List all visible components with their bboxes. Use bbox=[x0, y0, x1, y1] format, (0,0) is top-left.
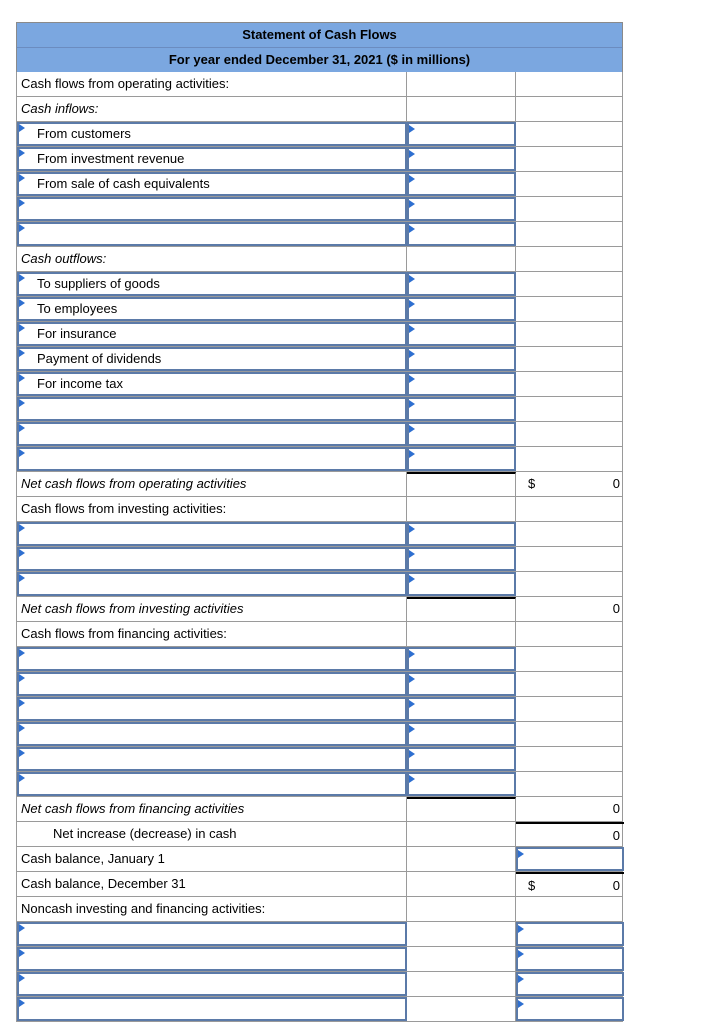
table-row bbox=[16, 222, 623, 247]
outflow-amount-input[interactable] bbox=[407, 272, 516, 296]
inflow-label-input[interactable]: From customers bbox=[17, 122, 407, 146]
investing-amount-input[interactable] bbox=[407, 547, 516, 571]
financing-amount-input[interactable] bbox=[407, 722, 516, 746]
outflow-label-input[interactable]: To suppliers of goods bbox=[17, 272, 407, 296]
table-row bbox=[16, 572, 623, 597]
investing-label-input[interactable] bbox=[17, 547, 407, 571]
table-row bbox=[16, 522, 623, 547]
table-row bbox=[16, 847, 623, 872]
table-row bbox=[16, 822, 623, 847]
beginning-balance-input[interactable] bbox=[516, 847, 624, 871]
noncash-amount-input[interactable] bbox=[516, 922, 624, 946]
financing-label-input[interactable] bbox=[17, 772, 407, 796]
financing-amount-input[interactable] bbox=[407, 772, 516, 796]
inflow-amount-input[interactable] bbox=[407, 222, 516, 246]
outflow-label-input[interactable]: For insurance bbox=[17, 322, 407, 346]
financing-label-input[interactable] bbox=[17, 647, 407, 671]
noncash-label-input[interactable] bbox=[17, 997, 407, 1021]
ending-balance-value: 0 bbox=[612, 878, 620, 893]
financing-heading: Cash flows from financing activities: bbox=[17, 622, 407, 646]
table-row bbox=[16, 272, 623, 297]
noncash-label-input[interactable] bbox=[17, 947, 407, 971]
inflow-label-input[interactable]: From sale of cash equivalents bbox=[17, 172, 407, 196]
noncash-label-input[interactable] bbox=[17, 922, 407, 946]
outflow-label-input[interactable]: For income tax bbox=[17, 372, 407, 396]
noncash-amount-input[interactable] bbox=[516, 947, 624, 971]
net-investing-value: 0 bbox=[612, 601, 620, 616]
table-row bbox=[16, 922, 623, 947]
table-row bbox=[16, 322, 623, 347]
outflow-amount-input[interactable] bbox=[407, 372, 516, 396]
table-row bbox=[16, 197, 623, 222]
inflow-label-input[interactable] bbox=[17, 222, 407, 246]
noncash-label-input[interactable] bbox=[17, 972, 407, 996]
net-investing-label: Net cash flows from investing activities bbox=[17, 597, 407, 621]
table-row bbox=[16, 347, 623, 372]
table-row bbox=[16, 422, 623, 447]
net-financing-label: Net cash flows from financing activities bbox=[17, 797, 407, 821]
table-row bbox=[16, 247, 623, 272]
financing-label-input[interactable] bbox=[17, 697, 407, 721]
table-row bbox=[16, 122, 623, 147]
inflow-amount-input[interactable] bbox=[407, 147, 516, 171]
inflow-amount-input[interactable] bbox=[407, 172, 516, 196]
net-increase-value: 0 bbox=[612, 828, 620, 843]
noncash-heading: Noncash investing and financing activities: bbox=[17, 897, 407, 921]
inflow-amount-input[interactable] bbox=[407, 122, 516, 146]
financing-amount-input[interactable] bbox=[407, 672, 516, 696]
table-row bbox=[16, 897, 623, 922]
table-row bbox=[16, 622, 623, 647]
table-row bbox=[16, 697, 623, 722]
table-row bbox=[16, 97, 623, 122]
outflow-amount-input[interactable] bbox=[407, 347, 516, 371]
table-row bbox=[16, 972, 623, 997]
table-row bbox=[16, 497, 623, 522]
cash-flow-statement bbox=[16, 22, 623, 1022]
investing-label-input[interactable] bbox=[17, 522, 407, 546]
currency-symbol: $ bbox=[528, 476, 536, 491]
operating-heading: Cash flows from operating activities: bbox=[17, 72, 407, 96]
investing-amount-input[interactable] bbox=[407, 522, 516, 546]
financing-amount-input[interactable] bbox=[407, 747, 516, 771]
net-operating-label: Net cash flows from operating activities bbox=[17, 472, 407, 496]
table-row bbox=[16, 947, 623, 972]
currency-symbol: $ bbox=[528, 878, 536, 893]
beginning-balance-label: Cash balance, January 1 bbox=[17, 847, 407, 871]
outflow-amount-input[interactable] bbox=[407, 447, 516, 471]
noncash-amount-input[interactable] bbox=[516, 997, 624, 1021]
outflow-label-input[interactable] bbox=[17, 422, 407, 446]
outflow-label-input[interactable]: To employees bbox=[17, 297, 407, 321]
noncash-amount-input[interactable] bbox=[516, 972, 624, 996]
table-row bbox=[16, 997, 623, 1022]
financing-label-input[interactable] bbox=[17, 722, 407, 746]
net-financing-value: 0 bbox=[612, 801, 620, 816]
inflows-heading: Cash inflows: bbox=[17, 97, 407, 121]
table-row bbox=[16, 672, 623, 697]
inflow-amount-input[interactable] bbox=[407, 197, 516, 221]
financing-label-input[interactable] bbox=[17, 672, 407, 696]
outflow-label-input[interactable]: Payment of dividends bbox=[17, 347, 407, 371]
statement-subtitle: For year ended December 31, 2021 ($ in millions) bbox=[16, 47, 623, 72]
financing-label-input[interactable] bbox=[17, 747, 407, 771]
outflow-label-input[interactable] bbox=[17, 397, 407, 421]
table-row bbox=[16, 147, 623, 172]
table-row bbox=[16, 797, 623, 822]
table-row bbox=[16, 547, 623, 572]
financing-amount-input[interactable] bbox=[407, 647, 516, 671]
outflows-heading: Cash outflows: bbox=[17, 247, 407, 271]
table-row bbox=[16, 872, 623, 897]
table-row bbox=[16, 722, 623, 747]
table-row bbox=[16, 297, 623, 322]
investing-amount-input[interactable] bbox=[407, 572, 516, 596]
table-row bbox=[16, 472, 623, 497]
investing-heading: Cash flows from investing activities: bbox=[17, 497, 407, 521]
outflow-amount-input[interactable] bbox=[407, 322, 516, 346]
table-row bbox=[16, 172, 623, 197]
inflow-label-input[interactable]: From investment revenue bbox=[17, 147, 407, 171]
outflow-amount-input[interactable] bbox=[407, 397, 516, 421]
table-row bbox=[16, 647, 623, 672]
financing-amount-input[interactable] bbox=[407, 697, 516, 721]
net-increase-label: Net increase (decrease) in cash bbox=[17, 822, 407, 846]
table-row bbox=[16, 72, 623, 97]
outflow-amount-input[interactable] bbox=[407, 297, 516, 321]
inflow-label-input[interactable] bbox=[17, 197, 407, 221]
table-row bbox=[16, 747, 623, 772]
outflow-amount-input[interactable] bbox=[407, 422, 516, 446]
table-row bbox=[16, 372, 623, 397]
statement-title: Statement of Cash Flows bbox=[16, 22, 623, 47]
investing-label-input[interactable] bbox=[17, 572, 407, 596]
table-row bbox=[16, 772, 623, 797]
ending-balance-label: Cash balance, December 31 bbox=[17, 872, 407, 896]
table-row bbox=[16, 447, 623, 472]
table-row bbox=[16, 597, 623, 622]
table-row bbox=[16, 397, 623, 422]
outflow-label-input[interactable] bbox=[17, 447, 407, 471]
net-operating-value: 0 bbox=[612, 476, 620, 491]
